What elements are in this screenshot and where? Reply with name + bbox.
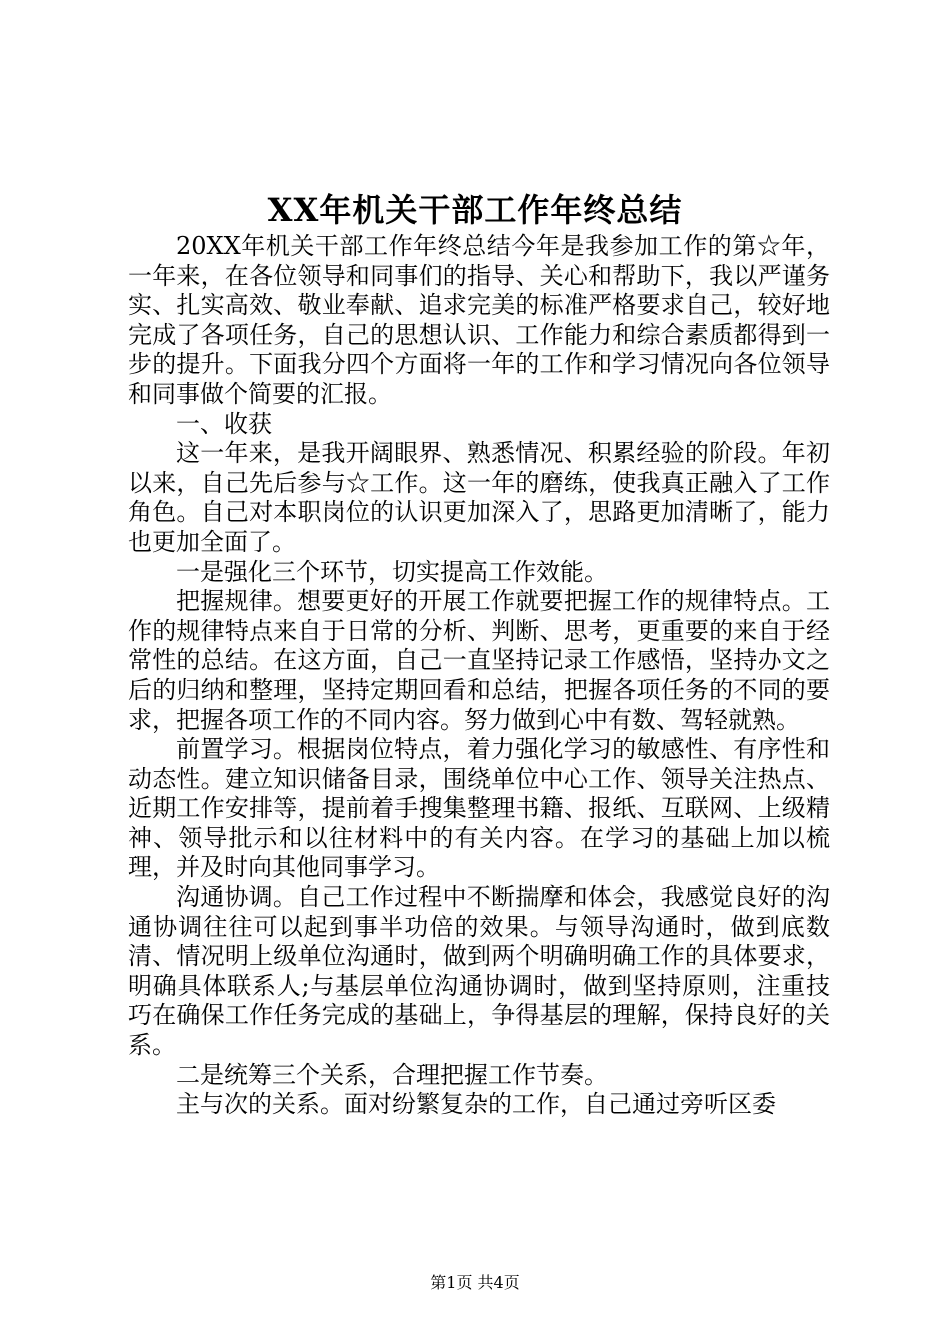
heading-harvest: 一、收获 — [176, 409, 272, 438]
paragraph-communication: 沟通协调。自己工作过程中不断揣摩和体会，我感觉良好的沟通协调往往可以起到事半功倍的效果。与领导沟通时，做到底数清、情况明上级单位沟通时，做到两个明确明确工作的具体要求，明确具体联系人;与基层单位沟通协调时，做到坚持原则，注重技巧在确保工作任务完成的基础上，争得基层的理解，保持良好的关系。 — [128, 883, 830, 1060]
document-body — [128, 232, 830, 1120]
document-title: XX年机关干部工作年终总结 — [267, 191, 683, 229]
paragraph-year-overview: 这一年来，是我开阔眼界、熟悉情况、积累经验的阶段。年初以来，自己先后参与☆工作。这一年的磨练，使我真正融入了工作角色。自己对本职岗位的认识更加深入了，思路更加清晰了，能力也更加全面了。 — [128, 439, 830, 556]
subheading-three-relations: 二是统筹三个关系，合理把握工作节奏。 — [176, 1060, 608, 1089]
page-number-footer: 第1页 共4页 — [430, 1273, 520, 1292]
paragraph-advance-study: 前置学习。根据岗位特点，着力强化学习的敏感性、有序性和动态性。建立知识储备目录，围绕单位中心工作、领导关注热点、近期工作安排等，提前着手搜集整理书籍、报纸、互联网、上级精神、领导批示和以往材料中的有关内容。在学习的基础上加以梳理，并及时向其他同事学习。 — [128, 735, 830, 882]
paragraph-grasp-rules: 把握规律。想要更好的开展工作就要把握工作的规律特点。工作的规律特点来自于日常的分析、判断、思考，更重要的来自于经常性的总结。在这方面，自己一直坚持记录工作感悟，坚持办文之后的归纳和整理，坚持定期回看和总结，把握各项任务的不同的要求，把握各项工作的不同内容。努力做到心中有数、驾轻就熟。 — [128, 587, 830, 734]
subheading-three-links: 一是强化三个环节，切实提高工作效能。 — [176, 557, 608, 586]
paragraph-primary-secondary: 主与次的关系。面对纷繁复杂的工作，自己通过旁听区委 — [176, 1090, 776, 1119]
paragraph-intro: 20XX年机关干部工作年终总结今年是我参加工作的第☆年，一年来，在各位领导和同事们的指导、关心和帮助下，我以严谨务实、扎实高效、敬业奉献、追求完美的标准严格要求自己，较好地完成了各项任务，自己的思想认识、工作能力和综合素质都得到一步的提升。下面我分四个方面将一年的工作和学习情况向各位领导和同事做个简要的汇报。 — [128, 232, 830, 408]
